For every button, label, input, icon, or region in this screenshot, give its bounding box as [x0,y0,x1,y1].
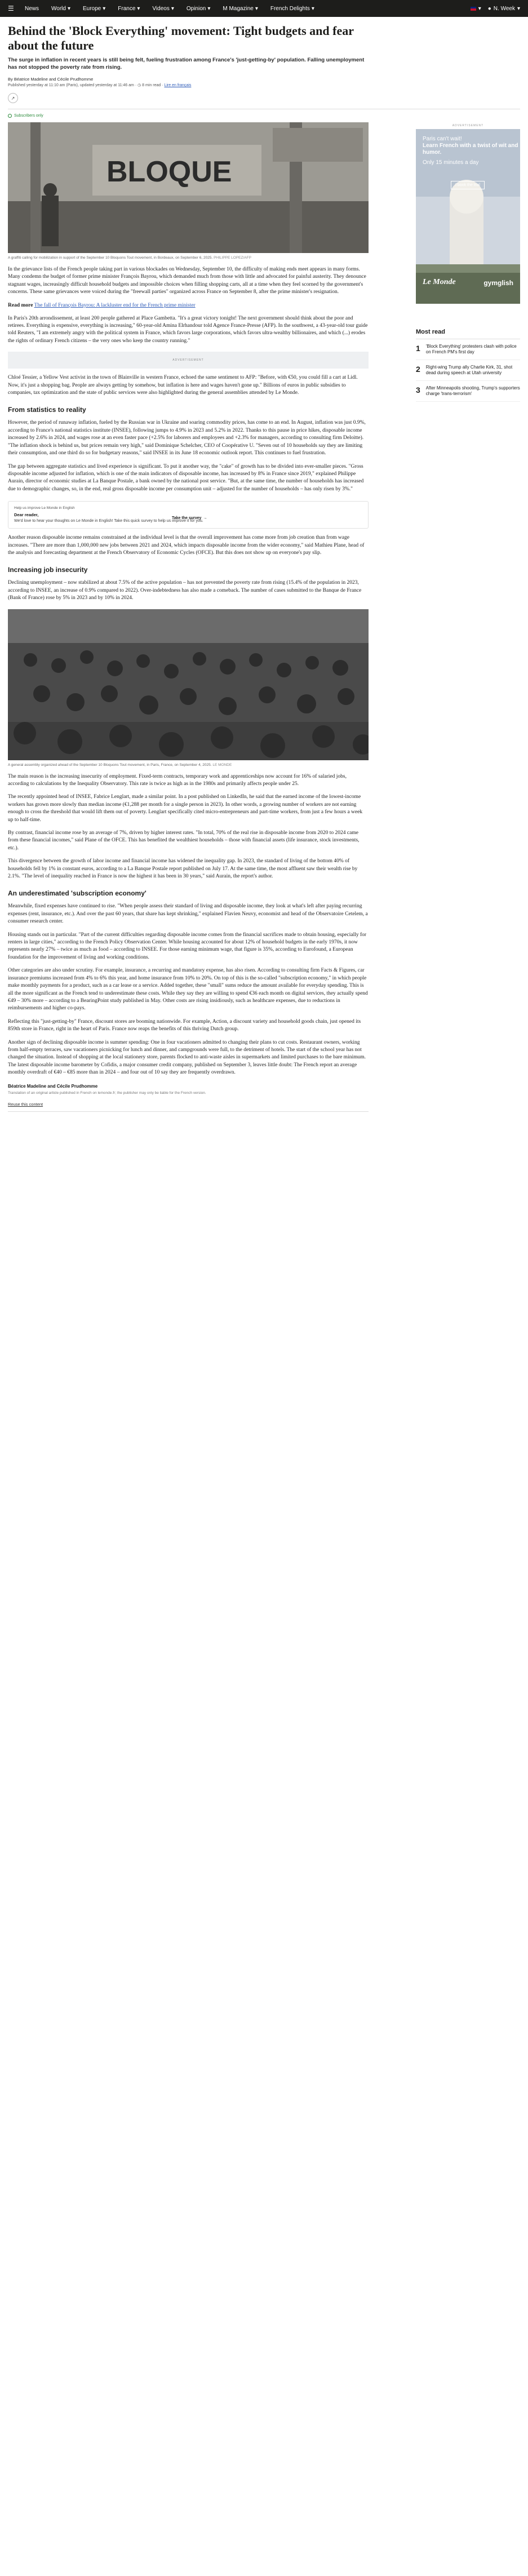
paragraph: Another sign of declining disposable income is summer spending: One in four vacationers admitted to changing their plans to cut costs. Restaurant owners, working from half-empty terraces, saw vacationers picnicking for lunch and dinner, and campgrounds were full, to the detriment of hotels. The start of the school year has not changed the situation. Instead of shopping at the local stationery store, parents flocked to anti-waste aisles in supermarkets and limited purchases to the bare minimum. The latest disposable income barometer by Cofidis, a major consumer credit company, published on September 3, leaves little doubt: The French report an average monthly overdraft of €40 – €85 more than in 2024 – and four out of 10 say they are frequently overdrawn. [8,1039,366,1076]
user-name: N. Week [493,5,515,12]
read-more [8,302,369,309]
user-menu[interactable] [488,6,520,12]
ad-label: ADVERTISEMENT [452,124,484,127]
most-read-item[interactable] [416,381,520,402]
paragraph: By contrast, financial income rose by an average of 7%, driven by higher interest rates. "In total, 70% of the real rise in disposable income from 2020 to 2024 came from these financial incomes," said Plane of the OFCE. This has benefited the wealthiest households – those with financial assets (life insurance, stock investments, etc.). [8,830,360,851]
chevron-down-icon: ▾ [103,5,106,12]
photo-graffiti [8,122,369,253]
chevron-down-icon: ▾ [311,5,314,12]
paragraph: Chloé Tessier, a Yellow Vest activist in the town of Blainville in western France, echoed the same sentiment to AFP: "Before, with €50, you could fill a cart at Lidl. Now, it's just a shopping bag. People are always getting by somehow, but inflation is here and wages haven't gone up." Billions of euros in public subsidies to companies, tax optimization and the state of public services were also highlighted during the general assemblies attended by Le Monde. [8,375,358,396]
photo-graffiti-image [8,122,369,253]
clock-icon: ◷ [137,83,141,87]
signature [8,1084,369,1095]
nav-label: M Magazine [223,5,254,12]
divider [8,1111,369,1112]
menu-icon[interactable]: ☰ [8,5,14,12]
sidebar-ad[interactable] [416,129,520,304]
nav-label: France [118,5,136,12]
ad-band: ADVERTISEMENT [8,352,369,369]
nav-world[interactable] [51,6,70,12]
photo2-caption [8,762,369,768]
chevron-down-icon: ▾ [137,5,140,12]
most-read-rank: 1 [416,344,420,353]
ad-headline [423,136,520,166]
byline: By Béatrice Madeline and Cécile Prudhomme [8,77,94,82]
most-read-headline: After Minneapolis shooting, Trump's supporters charge 'trans-terrorism' [425,385,520,396]
chevron-down-icon: ▾ [517,5,520,12]
caption-text: A general assembly organized ahead of the September 10 Bloquons Tout movement, in Paris, France, on September 4, 2025. [8,762,212,767]
nav-europe[interactable] [83,6,105,12]
photo-assembly [8,609,369,760]
paragraph: Reflecting this "just-getting-by" France, discount stores are booming nationwide. For example, Action, a discount variety and household goods chain, just opened its 859th store in France, right in the heart of Paris. France now reaps the benefits of this thriving Dutch group. [8,1018,361,1032]
paragraph: Declining unemployment – now stabilized at about 7.5% of the active population – has not prevented the poverty rate from rising (15.4% of the population in 2023, according to INSEE, an increase of 0.9% compared to 2022). Over-indebtedness has also made a comeback. The number of cases submitted to the Banque de France (Bank of France) rose by 5% in 2023 and by 10% in 2024. [8,580,362,601]
lock-icon [8,114,12,118]
ad-line: Paris can't wait! [423,136,462,142]
nav-label: Opinion [186,5,206,12]
flag-icon [471,7,476,11]
reuse-content-link[interactable]: Reuse this content [8,1101,43,1107]
paragraph: Other categories are also under scrutiny. For example, insurance, a recurring and mandatory expense, has also risen. According to consulting firm Facts & Figures, car insurance premiums increased from 4% to 6% this year, and home insurance from 10% to 20%. On top of this is the so-called "subscription economy," in which people make monthly payments for a product, such as a car lease or a service. Added together, these "small" sums reduce the amount available for everyday spending. This is all the more significant as the French tend to underestimate these costs. While they say they are willing to spend €36 each month on digital services, they actually spend €49 – 30% more – according to a BearingPoint study published in May. Other costs are rising insidiously, such as healthcare expenses, due to reductions in reimbursements and higher co-pays. [8,968,368,1012]
signature-authors: Béatrice Madeline and Cécile Prudhomme [8,1083,98,1089]
nav-news[interactable] [25,6,39,12]
subscribers-only-label: Subscribers only [14,114,43,118]
paragraph: This divergence between the growth of labor income and financial income has widened the inequality gap. In 2023, the standard of living of the bottom 40% of households fell by 1% in constant euros, according to a La Banque Postale report published on July 17. At the same time, the most affluent saw their wealth rise by 2.1%. "The level of inequality reached in France is now the highest it has been in 30 years," said Aurain, the report's author. [8,858,358,880]
chevron-down-icon: ▾ [171,5,174,12]
user-icon: ● [487,5,491,12]
take-survey-button[interactable] [172,516,207,520]
nav-label: World [51,5,66,12]
section-heading: An underestimated 'subscription economy' [8,889,147,898]
paragraph: However, the period of runaway inflation, fueled by the Russian war in Ukraine and soaring commodity prices, has come to an end. In August, inflation was just 0.9%, according to France's national statistics institute (INSEE), following jumps to 4.9% in 2023 and 5.2% in 2022. Thanks to this pause in price hikes, disposable income increased by 2.6% in 2024, and wages rose at an even faster pace (+2.5% for laborers and employees and +2.3% for managers, according to consulting firm Deloitte). "The inflation shock is behind us, but prices remain very high," said Dominique Schelcher, CEO of Coopérative U. "Seven out of 10 households say they are limiting their consumption, and one third do so for budgetary reasons," said INSEE in its June 18 economic outlook report. This continues to fuel frustration. [8,420,366,456]
take-survey-label: Take the survey [172,516,202,521]
most-read-title: Most read [416,329,520,339]
ad-line: Only 15 minutes a day [423,159,479,166]
most-read-headline: 'Block Everything' protesters clash with police on French PM's first day [425,344,517,354]
read-more-link[interactable]: The fall of François Bayrou: A lackluster end for the French prime minister [34,302,196,308]
chevron-down-icon: ▾ [67,5,70,12]
article-lede: The surge in inflation in recent years is still being felt, fueling frustration among France's 'just-getting-by' population. Falling unemployment has not stopped the poverty rate from rising. [8,57,365,70]
nav-label: Europe [82,5,101,12]
most-read-headline: Right-wing Trump ally Charlie Kirk, 31, shot dead during speech at Utah university [425,365,513,375]
read-time: 8 min read [142,83,161,87]
graffiti-text: BLOQUE [107,156,232,188]
publish-date: Published yesterday at 11:10 am (Paris), updated yesterday at 11:46 am [8,83,134,87]
ad-logo: gymglish [483,279,513,287]
most-read-rank: 2 [416,365,420,374]
read-in-french-link[interactable]: Lire en français [164,83,192,87]
most-read-rank: 3 [416,385,420,394]
nav-label: French Delights [270,5,310,12]
top-nav [0,0,528,17]
survey-title: Dear reader, [14,512,39,518]
photo1-caption [8,255,369,260]
most-read [416,329,520,402]
publish-meta: Published yesterday at 11:10 am (Paris), updated yesterday at 11:46 am · ◷ 8 min read · Lire en français [8,83,192,87]
edition-selector[interactable] [471,6,481,12]
read-more-label: Read more [8,302,33,308]
chevron-down-icon: ▾ [478,5,481,12]
most-read-item[interactable] [416,360,520,381]
survey-heading: Help us improve Le Monde in English [14,506,75,511]
translation-note: Translation of an original article published in French on lemonde.fr; the publisher may only be liable for the French version. [8,1090,206,1095]
paragraph: Housing stands out in particular. "Part of the current difficulties regarding disposable income comes from the financial sacrifices made to obtain housing, especially for renters in large cities," according to the French Policy Observation Center. While housing accounted for about 12% of household budgets in the early 1970s, it now represents nearly 27% – twice as much as food – according to INSEE. For those earning minimum wage, that figure is 35%, according to Eurofound, a European foundation for the improvement of living and working conditions. [8,932,367,960]
article-title: Behind the 'Block Everything' movement: Tight budgets and fear about the future [8,24,354,52]
ad-logo: Le Monde [423,278,456,286]
paragraph: The recently appointed head of INSEE, Fabrice Lenglart, made a similar point. In a post published on LinkedIn, he said that the earned income of the lowest-income workers has grown more slowly than median income (€1,288 per month for a single person in 2023). In other words, a growing number of workers are not earning enough to cross the threshold that would lift them out of poverty. Lenglart specifically cited micro-entrepreneurs and part-time workers, from just a few hours a week up to half-time. [8,794,363,823]
article-body [8,109,405,1112]
paragraph: The main reason is the increasing insecurity of employment. Fixed-term contracts, temporary work and apprenticeships now account for 16% of salaried jobs, according to calculations by the Inequality Observatory. This rate is twice as high as in the 1980s and primarily affects people under 25. [8,773,347,787]
share-icon[interactable]: ↗ [8,93,18,103]
ad-line: Learn French with a twist of wit and humor. [423,143,518,156]
paragraph: In Paris's 20th arrondissement, at least 200 people gathered at Place Gambetta. "It's a great victory tonight! The next government should think about the poor and retirees. Everything is expensive, everything is increasing," 60-year-old Amina Elrhandour told Agence France-Presse (AFP). In the southwest, a 43-year-old tour guide told Reuters, "I am extremely angry with the political system in France, which favors large corporations, which favors ultra-wealthy billionaires, and which (...) erodes the rights of ordinary French citizens – the very ones who keep the country running." [8,315,368,344]
paragraph: Meanwhile, fixed expenses have continued to rise. "When people assess their standard of living and disposable income, they look at what's left after paying recurring expenses (rent, insurance, etc.). And over the past 60 years, that share has kept shrinking," explained Flavien Neuvy, economist and head of the Observatoire Cetelem, a consumer research center. [8,903,368,925]
nav-france[interactable] [118,6,140,12]
nav-m-magazine[interactable] [223,6,258,12]
nav-label: News [25,5,39,12]
chevron-down-icon: ▾ [207,5,211,12]
nav-opinion[interactable] [187,6,211,12]
section-heading: From statistics to reality [8,406,86,414]
subscribers-only-badge [8,114,405,118]
caption-text: A graffiti calling for mobilization in support of the September 10 Bloquons Tout movement, in Bordeaux, on September 6, 2025. [8,256,213,260]
most-read-item[interactable] [416,339,520,360]
nav-french-delights[interactable] [270,6,314,12]
nav-label: Videos [152,5,170,12]
section-heading: Increasing job insecurity [8,566,88,574]
photo-assembly-image [8,609,369,760]
paragraph: The gap between aggregate statistics and lived experience is significant. To put it another way, the "cake" of growth has to be divided into ever-smaller pieces. "Gross disposable income adjusted for inflation, which is one of the main indicators of disposable income, has increased by 8% in France since 2019," explained Philippe Aurain, director of economic studies at La Banque Postale, a bank owned by the national post service. "But, at the same time, the number of households has increased due to demographic changes, so, in the end, real gross disposable income per consumption unit – adjusted for the number of households – has only risen by 3%." [8,463,364,492]
caption-credit: PHILIPPE LOPEZ/AFP [214,256,251,260]
survey-text: We'd love to hear your thoughts on Le Monde in English! Take this quick survey to help us improve it for you. [14,519,203,524]
caption-credit: LE MONDE [212,762,232,767]
chevron-down-icon: ▾ [255,5,258,12]
survey-box [8,501,369,529]
sidebar [416,124,520,1112]
nav-videos[interactable] [152,6,174,12]
paragraph: In the grievance lists of the French people taking part in various blockades on Wednesday, September 10, the difficulty of making ends meet appears in many forms. Many condemn the budget of former prime minister François Bayrou, which demanded much from those with little and advocated for painful austerity. They denounce stagnant wages, increasingly difficult household budgets and impossible choices when filling shopping carts, all at a time when they feel scorned by the government's concerns. These same grievances were voiced during the "freewall parties" organized across France on September 8, after the prime minister's resignation. [8,267,366,295]
paragraph: Another reason disposable income remains constrained at the individual level is that the overall improvement has come more from job creation than from wage increases. "There are more than 1,000,000 new jobs between 2021 and 2024, which impacts disposable income from the wider economy," said Mathieu Plane, head of the analysis and forecasting department at the French Observatory of Economic Cycles (OFCE). But this does not show up on everyone's pay slip. [8,535,365,556]
ad-cta-button[interactable]: I book the trial [451,181,485,189]
arrow-right-icon: → [203,516,207,521]
